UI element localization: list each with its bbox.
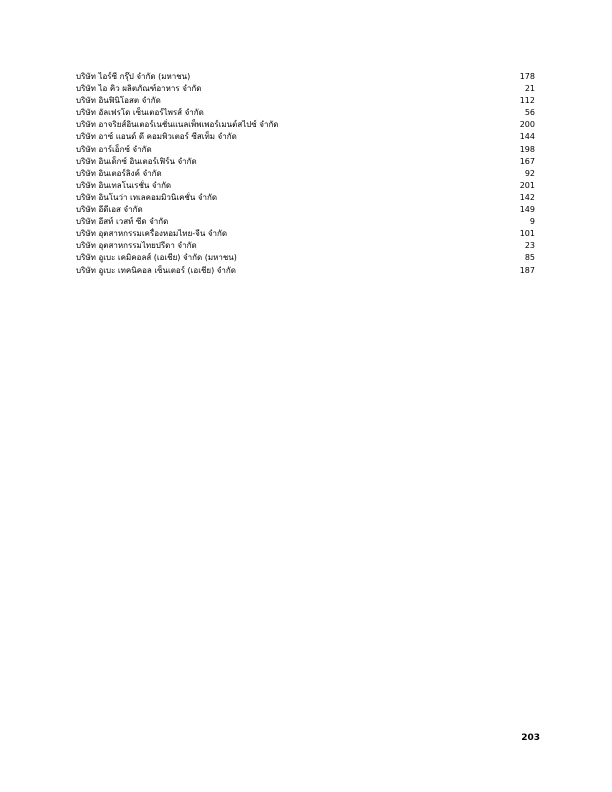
page-reference: 85: [524, 253, 535, 263]
company-name: บริษัท อุตสาหกรรมเครื่องหอมไทย-จีน จำกัด: [76, 229, 228, 239]
index-entry: [76, 240, 535, 252]
page-reference: 144: [519, 132, 535, 142]
index-entry: [76, 144, 535, 156]
company-name: บริษัท อินเตอร์ลิงค์ จำกัด: [76, 168, 162, 178]
page-reference: 142: [519, 192, 535, 202]
company-name: บริษัท อูเบะ เคมิคอลส์ (เอเชีย) จำกัด (มหาชน): [76, 253, 237, 263]
page-reference: 178: [519, 72, 535, 81]
page-reference: 187: [519, 265, 535, 275]
page-reference: 56: [524, 108, 535, 118]
page-reference: 167: [519, 156, 535, 166]
index-entry: [76, 192, 535, 204]
page-reference: 101: [519, 229, 535, 239]
company-name: บริษัท อาจริยส์อินเตอร์เนชั่นแนลเพ็พเพอร์เมนต์สไปซ์ จำกัด: [76, 120, 279, 130]
page-reference: 201: [519, 180, 535, 190]
index-entry: [76, 168, 535, 180]
company-name: บริษัท ไอ คิว ผลิตภัณฑ์อาหาร จำกัด: [76, 84, 202, 94]
index-entry: [76, 265, 535, 277]
page-reference: 92: [524, 168, 535, 178]
company-name: บริษัท อีดีเอส จำกัด: [76, 205, 143, 215]
page-reference: 200: [519, 120, 535, 130]
page-reference: 9: [529, 217, 535, 227]
page-number: 203: [521, 733, 540, 743]
company-name: บริษัท อาร์เอ็กซ์ จำกัด: [76, 144, 152, 154]
page-reference: 23: [524, 241, 535, 251]
company-name: บริษัท อัลเฟรโด เซ็นเตอร์ไพรส์ จำกัด: [76, 108, 204, 118]
index-entry: [76, 228, 535, 240]
company-index-list: [76, 71, 535, 277]
index-entry: [76, 71, 535, 83]
company-name: บริษัท อินเด็กซ์ อินเตอร์เฟิร์น จำกัด: [76, 156, 197, 166]
index-entry: [76, 95, 535, 107]
company-name: บริษัท อินฟินิโอสต จำกัด: [76, 96, 161, 106]
company-name: บริษัท อินเทลโนเรชั่น จำกัด: [76, 180, 172, 190]
index-entry: [76, 252, 535, 264]
index-entry: [76, 83, 535, 95]
company-name: บริษัท อาซ์ แอนด์ ดี คอมพิวเตอร์ ซีสเท็ม จำกัด: [76, 132, 237, 142]
page-reference: 198: [519, 144, 535, 154]
page-reference: 21: [524, 84, 535, 94]
company-name: บริษัท ไอร์ซี กรุ๊ป จำกัด (มหาชน): [76, 72, 191, 81]
index-entry: [76, 131, 535, 143]
company-name: บริษัท อูเบะ เทคนิคอล เซ็นเตอร์ (เอเชีย) จำกัด: [76, 265, 236, 275]
index-entry: [76, 204, 535, 216]
company-name: บริษัท อุตสาหกรรมไทยปรีดา จำกัด: [76, 241, 197, 251]
page-reference: 149: [519, 205, 535, 215]
index-entry: [76, 107, 535, 119]
index-entry: [76, 156, 535, 168]
index-entry: [76, 216, 535, 228]
company-name: บริษัท อีสท์ เวสท์ ซีด จำกัด: [76, 217, 169, 227]
index-entry: [76, 180, 535, 192]
index-entry: [76, 119, 535, 131]
page-reference: 112: [519, 96, 535, 106]
company-name: บริษัท อินโนว่า เทเลคอมมิวนิเคชั่น จำกัด: [76, 192, 218, 202]
